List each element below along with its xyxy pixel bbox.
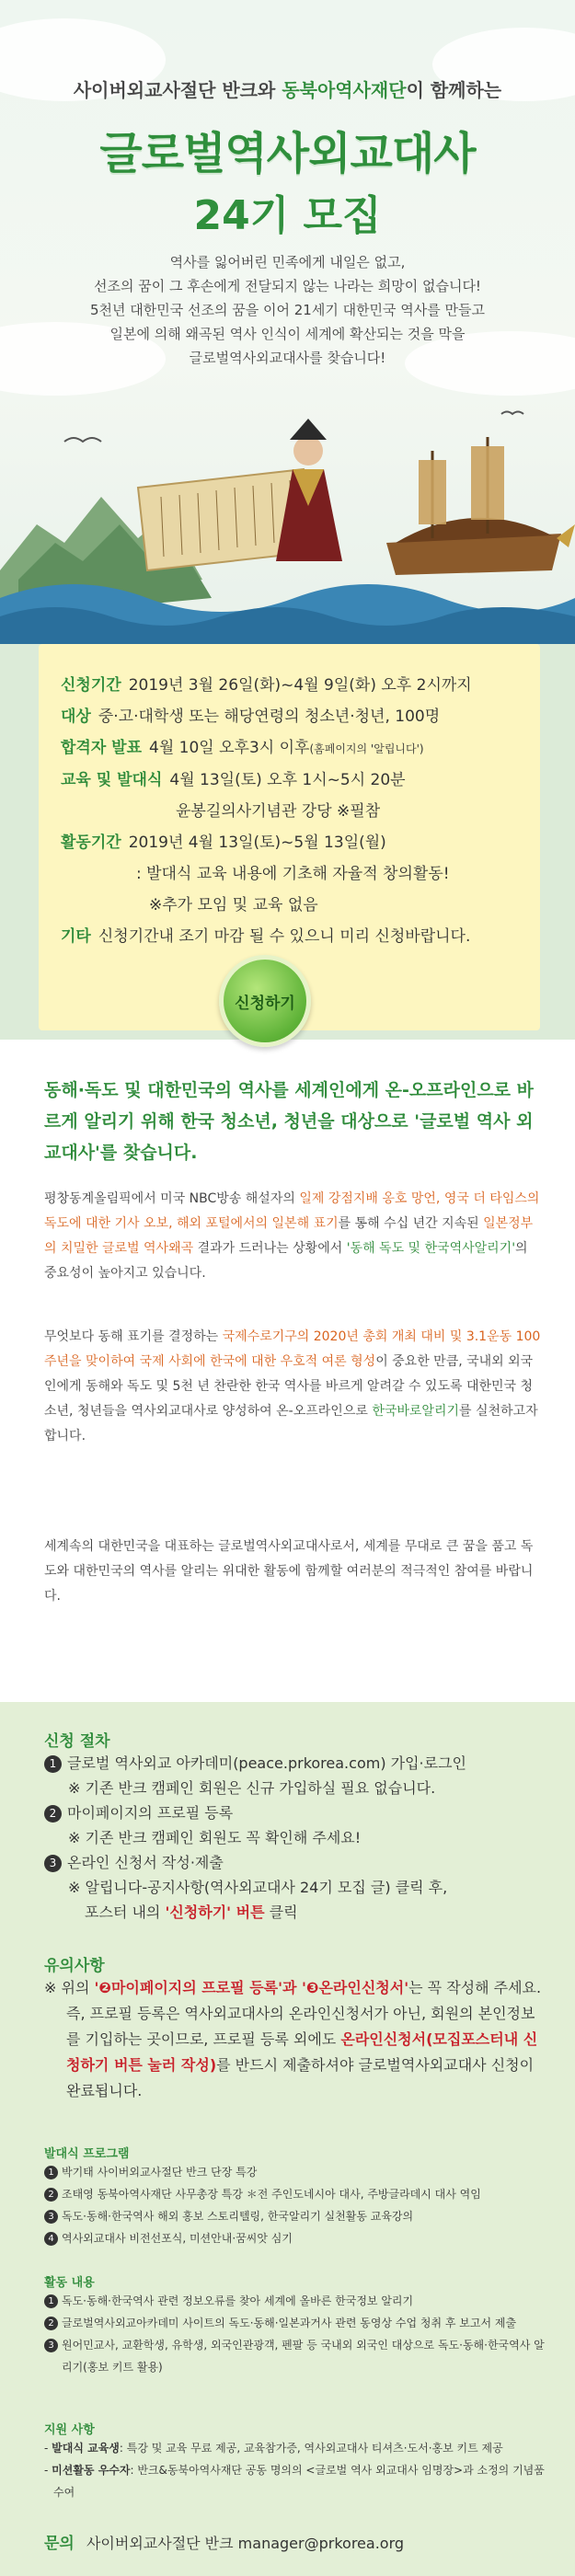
program-item: 2 조태영 동북아역사재단 사무총장 특강 ＊전 주인도네시아 대사, 주방글라데시 대사 역임 xyxy=(44,2183,546,2205)
body-paragraph-2: 무엇보다 동해 표기를 결정하는 국제수로기구의 2020년 총회 개최 대비 및 3.1운동 100주년을 맞이하여 국제 사회에 한국에 대한 우호적 여론 형성이 중요한 만큼, 국내외 외국인에게 동해와 독도 및 5천 년 찬란한 한국 역사를 바르게 알려갈 수 있도록 대한민국 청소년, 청년들을 역사외교대사로 양성하여 온-오프라인으로 한국바로알리기를 실천하고자 합니다. xyxy=(44,1329,541,1443)
body-paragraph-1: 평창동계올림픽에서 미국 NBC방송 해설자의 일제 강점지배 옹호 망언, 영국 더 타임스의 독도에 대한 기사 오보, 해외 포털에서의 일본해 표기를 통해 수십 년간 지속된 일본정부의 치밀한 글로벌 역사왜곡 결과가 드러나는 상황에서 '동해 독도 및 한국역사알리기'의 중요성이 높아지고 있습니다. xyxy=(44,1191,540,1281)
procedure-step-3-note: ※ 알립니다-공지사항(역사외교대사 24기 모집 글) 클릭 후, xyxy=(68,1879,448,1896)
procedure-step-2-note: ※ 기존 반크 캠페인 회원도 꼭 확인해 주세요! xyxy=(68,1829,362,1846)
activity-item: 2 글로벌역사외교아카데미 사이트의 독도·동해·일본과거사 관련 동영상 수업 청취 후 보고서 제출 xyxy=(44,2312,546,2334)
info-period: 신청기간 2019년 3월 26일(화)~4월 9일(화) 오후 2시까지 xyxy=(61,676,472,695)
activity-item: 3 원어민교사, 교환학생, 유학생, 외국인관광객, 펜팔 등 국내외 외국인 대상으로 독도·동해·한국역사 알리기(홍보 키트 활용) xyxy=(44,2334,546,2378)
support-item: - 미션활동 우수자: 반크&동북아역사재단 공동 명의의 <글로벌 역사 외교대사 임명장>과 소정의 기념품 수여 xyxy=(44,2464,545,2499)
program-item: 3 독도·동해·한국역사 해외 홍보 스토리텔링, 한국알리기 실천활동 교육강의 xyxy=(44,2205,546,2227)
apply-button[interactable]: 신청하기 xyxy=(219,955,311,1047)
body-paragraph-3: 세계속의 대한민국을 대표하는 글로벌역사외교대사로서, 세계를 무대로 큰 꿈을 품고 독도와 대한민국의 역사를 알리는 위대한 활동에 함께할 여러분의 적극적인 참여를 바랍니다. xyxy=(44,1539,534,1604)
activity-block xyxy=(44,2272,546,2378)
lead-text: 동해·독도 및 대한민국의 역사를 세계인에게 온-오프라인으로 바르게 알리기 위해 한국 청소년, 청년을 대상으로 '글로벌 역사 외교대사'를 찾습니다. xyxy=(44,1080,534,1163)
support-block xyxy=(44,2420,546,2503)
procedure-step-1-note: ※ 기존 반크 캠페인 회원은 신규 가입하실 필요 없습니다. xyxy=(68,1779,436,1797)
history-illustration xyxy=(0,386,575,644)
notice-text: ※ 위의 '❷마이페이지의 프로필 등록'과 '❸온라인신청서'는 꼭 작성해 주세요. 즉, 프로필 등록은 역사외교대사의 온라인신청서가 아닌, 회원의 본인정보를 기입하는 곳이므로, 프로필 등록 외에도 온라인신청서(모집포스터내 신청하기 버튼 눌러 작성)를 반드시 제출하셔야 글로벌역사외교대사 신청이 완료됩니다. xyxy=(44,1979,542,2099)
procedure-title: 신청 절차 xyxy=(44,1732,110,1751)
info-section xyxy=(0,644,575,1040)
activity-title: 활동 내용 xyxy=(44,2276,95,2290)
info-education-place: 윤봉길의사기념관 강당 ※필참 xyxy=(176,802,381,821)
contact-line: 문의 사이버외교사절단 반크 manager@prkorea.org xyxy=(44,2535,405,2553)
info-result: 합격자 발표 4월 10일 오후3시 이후(홈페이지의 '알립니다') xyxy=(61,739,424,757)
program-title: 발대식 프로그램 xyxy=(44,2147,130,2161)
intro-text: 역사를 잃어버린 민족에게 내일은 없고, 선조의 꿈이 그 후손에게 전달되지 않는 나라는 희망이 없습니다! 5천년 대한민국 선조의 꿈을 이어 21세기 대한민국 역사를 만들고 일본에 의해 왜곡된 역사 인식이 세계에 확산되는 것을 막을 글로벌역사외교대사를 찾습니다! xyxy=(89,254,486,366)
info-activity: 활동기간 2019년 4월 13일(토)~5월 13일(월) xyxy=(61,834,386,852)
procedure-step-1: 1 글로벌 역사외교 아카데미(peace.prkorea.com) 가입·로그인 xyxy=(44,1751,546,1776)
procedure-section xyxy=(0,1702,575,2576)
info-education: 교육 및 발대식 4월 13일(토) 오후 1시~5시 20분 xyxy=(61,771,406,789)
program-item: 1 박기태 사이버외교사절단 반크 단장 특강 xyxy=(44,2161,546,2183)
procedure-step-3-note-2: 포스터 내의 '신청하기' 버튼 클릭 xyxy=(85,1903,298,1921)
notice-title: 유의사항 xyxy=(44,1957,105,1975)
info-target: 대상 중·고·대학생 또는 해당연령의 청소년·청년, 100명 xyxy=(61,707,441,726)
support-title: 지원 사항 xyxy=(44,2423,95,2437)
page-subtitle: 24기 모집 xyxy=(193,192,382,239)
program-item: 4 역사외교대사 비전선포식, 미션안내·꿈씨앗 심기 xyxy=(44,2227,546,2249)
page-title: 글로벌역사외교대사 xyxy=(99,128,476,179)
procedure-step-2: 2 마이페이지의 프로필 등록 xyxy=(44,1800,546,1825)
activity-item: 1 독도·동해·한국역사 관련 정보오류를 찾아 세계에 올바른 한국정보 알리기 xyxy=(44,2290,546,2312)
procedure-block xyxy=(44,1728,546,1925)
hero-section xyxy=(0,0,575,644)
support-item: - 발대식 교육생: 특강 및 교육 무료 제공, 교육참가증, 역사외교대사 티셔츠·도서·홍보 키트 제공 xyxy=(44,2442,503,2455)
info-activity-detail: : 발대식 교육 내용에 기초해 자율적 창의활동! xyxy=(136,865,450,883)
sponsor-line: 사이버외교사절단 반크와 동북아역사재단이 함께하는 xyxy=(73,79,502,101)
procedure-step-3: 3 온라인 신청서 작성·제출 xyxy=(44,1850,546,1875)
program-block xyxy=(44,2144,546,2249)
info-activity-note: ※추가 모임 및 교육 없음 xyxy=(149,896,318,914)
notice-block xyxy=(44,1952,546,2104)
info-etc: 기타 신청기간내 조기 마감 될 수 있으니 미리 신청바랍니다. xyxy=(61,927,471,946)
